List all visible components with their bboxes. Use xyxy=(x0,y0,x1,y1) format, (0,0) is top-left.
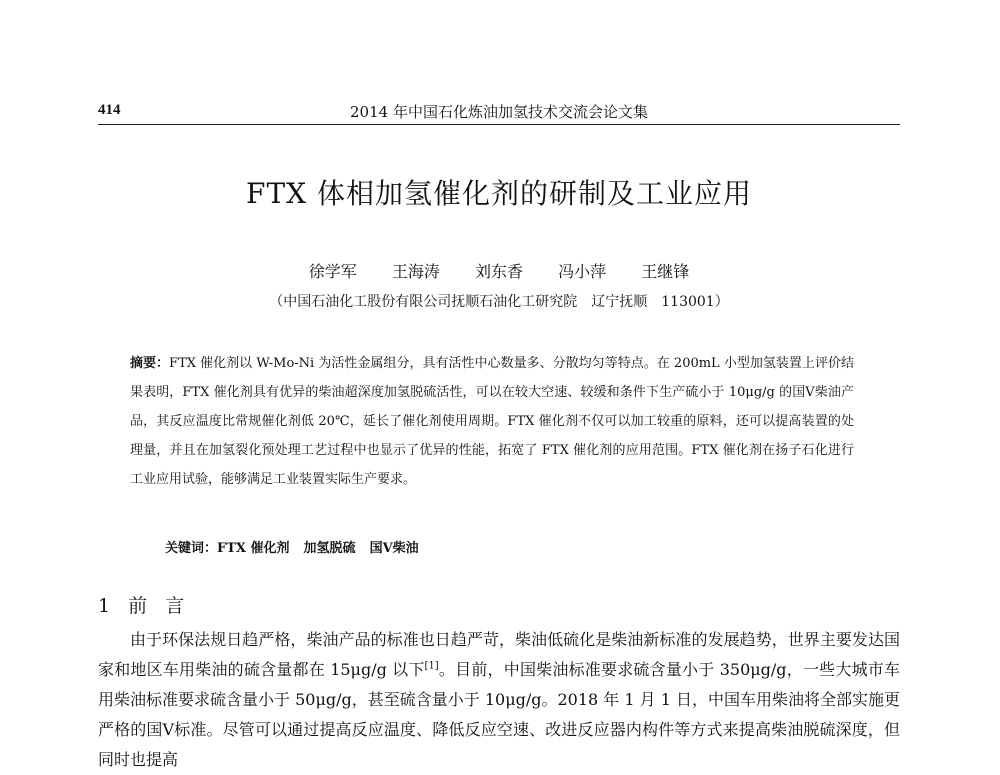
citation-ref[interactable]: [1] xyxy=(424,660,439,672)
keyword: FTX 催化剂 xyxy=(217,541,290,556)
author-name: 徐学军 xyxy=(308,262,357,281)
paper-title: FTX 体相加氢催化剂的研制及工业应用 xyxy=(246,177,752,210)
abstract-text: FTX 催化剂以 W-Mo-Ni 为活性金属组分，具有活性中心数量多、分散均匀等特点。在 200mL 小型加氢装置上评价结果表明，FTX 催化剂具有优异的柴油超深度加氢脱硫活性，可以在较大空速、较缓和条件下生产硫小于 10μg/g 的国Ⅴ柴油产品，其反应温度比常规催化剂低 20℃，延长了催化剂使用周期。FTX 催化剂不仅可以加工较重的原料，还可以提高装置的处理量，并且在加氢裂化预处理工艺过程中也显示了优异的性能，拓宽了 FTX 催化剂的应用范围。FTX 催化剂在扬子石化进行工业应用试验，能够满足工业装置实际生产要求。 xyxy=(130,356,854,487)
keywords xyxy=(165,537,433,556)
author-name: 王海涛 xyxy=(391,262,440,281)
author-name: 王继锋 xyxy=(641,262,690,281)
paragraph-text: 由于环保法规日趋严格，柴油产品的标准也日趋严苛，柴油低硫化是柴油新标准的发展趋势，世界主要发达国家和地区车用柴油的硫含量都在 15μg/g 以下 xyxy=(98,630,900,679)
author-name: 刘东香 xyxy=(474,262,523,281)
abstract xyxy=(130,349,854,494)
body-paragraph xyxy=(98,625,900,775)
affiliation: （中国石油化工股份有限公司抚顺石油化工研究院 辽宁抚顺 113001） xyxy=(269,294,729,310)
author-name: 冯小萍 xyxy=(558,262,607,281)
paragraph-text-continued: 。目前，中国柴油标准要求硫含量小于 350μg/g，一些大城市车用柴油标准要求硫含量小于 50μg/g，甚至硫含量小于 10μg/g。2018 年 1 月 1 日，中国车用柴油将全部实施更严格的国Ⅴ标准。尽管可以通过提高反应温度、降低反应空速、改进反应器内构件等方式来提高柴油脱硫深度，但同时也提高 xyxy=(98,660,901,769)
keyword: 国Ⅴ柴油 xyxy=(369,541,419,556)
section-heading: 1 前 言 xyxy=(98,595,191,617)
running-head: 2014 年中国石化炼油加氢技术交流会论文集 xyxy=(350,103,648,121)
page-number: 414 xyxy=(98,102,121,118)
keyword: 加氢脱硫 xyxy=(303,541,356,556)
keywords-label: 关键词： xyxy=(165,541,218,556)
page-header xyxy=(98,100,900,125)
author-list xyxy=(98,259,900,282)
abstract-label: 摘要： xyxy=(130,356,170,371)
